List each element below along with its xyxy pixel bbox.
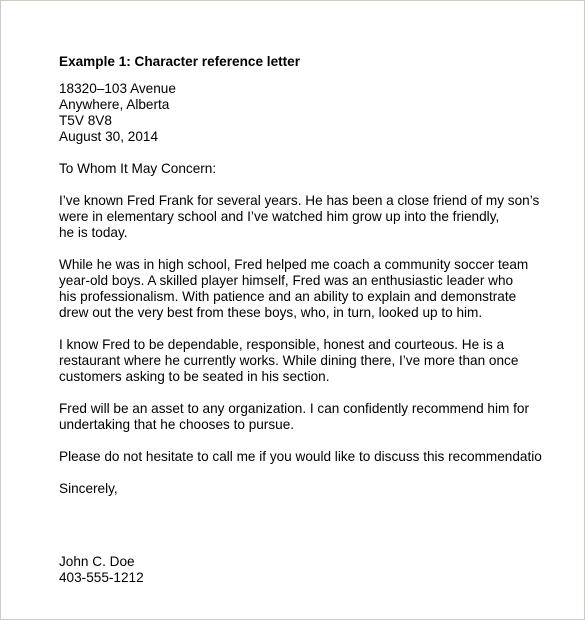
paragraph-line: Fred will be an asset to any organization. I can confidently recommend him for — [59, 401, 529, 416]
paragraph-line: drew out the very best from these boys, who, in turn, looked up to him. — [59, 305, 483, 320]
paragraph-3 — [59, 337, 579, 385]
sender-address-block — [59, 81, 579, 145]
paragraph-line: restaurant where he currently works. While dining there, I’ve more than once — [59, 353, 519, 368]
paragraph-1 — [59, 193, 579, 241]
paragraph-5 — [59, 449, 579, 465]
paragraph-line: While he was in high school, Fred helped me coach a community soccer team — [59, 257, 529, 272]
closing-text: Sincerely, — [59, 481, 118, 496]
paragraph-line: Please do not hesitate to call me if you would like to discuss this recommendatio — [59, 449, 542, 464]
paragraph-line: year-old boys. A skilled player himself, Fred was an enthusiastic leader who — [59, 273, 514, 288]
address-city: Anywhere, Alberta — [59, 97, 170, 112]
paragraph-line: customers asking to be seated in his section. — [59, 369, 330, 384]
paragraph-line: I’ve known Fred Frank for several years. He has been a close friend of my son’s — [59, 193, 540, 208]
paragraph-line: I know Fred to be dependable, responsible, honest and courteous. He is a — [59, 337, 505, 352]
paragraph-line: were in elementary school and I’ve watched him grow up into the friendly, — [59, 209, 500, 224]
address-postal-code: T5V 8V8 — [59, 113, 112, 128]
letter-date: August 30, 2014 — [59, 129, 159, 144]
address-street: 18320–103 Avenue — [59, 81, 176, 96]
letter-body — [59, 54, 579, 586]
paragraph-4 — [59, 401, 579, 433]
letter-title: Example 1: Character reference letter — [59, 54, 301, 69]
salutation — [59, 161, 579, 177]
paragraph-line: his professionalism. With patience and an ability to explain and demonstrate — [59, 289, 517, 304]
signature-name: John C. Doe — [59, 554, 135, 569]
paragraph-line: undertaking that he chooses to pursue. — [59, 417, 295, 432]
signature-block — [59, 554, 579, 586]
paragraph-line: he is today. — [59, 225, 128, 240]
signature-phone: 403-555-1212 — [59, 570, 144, 585]
salutation-text: To Whom It May Concern: — [59, 161, 217, 176]
closing — [59, 481, 579, 497]
paragraph-2 — [59, 257, 579, 321]
